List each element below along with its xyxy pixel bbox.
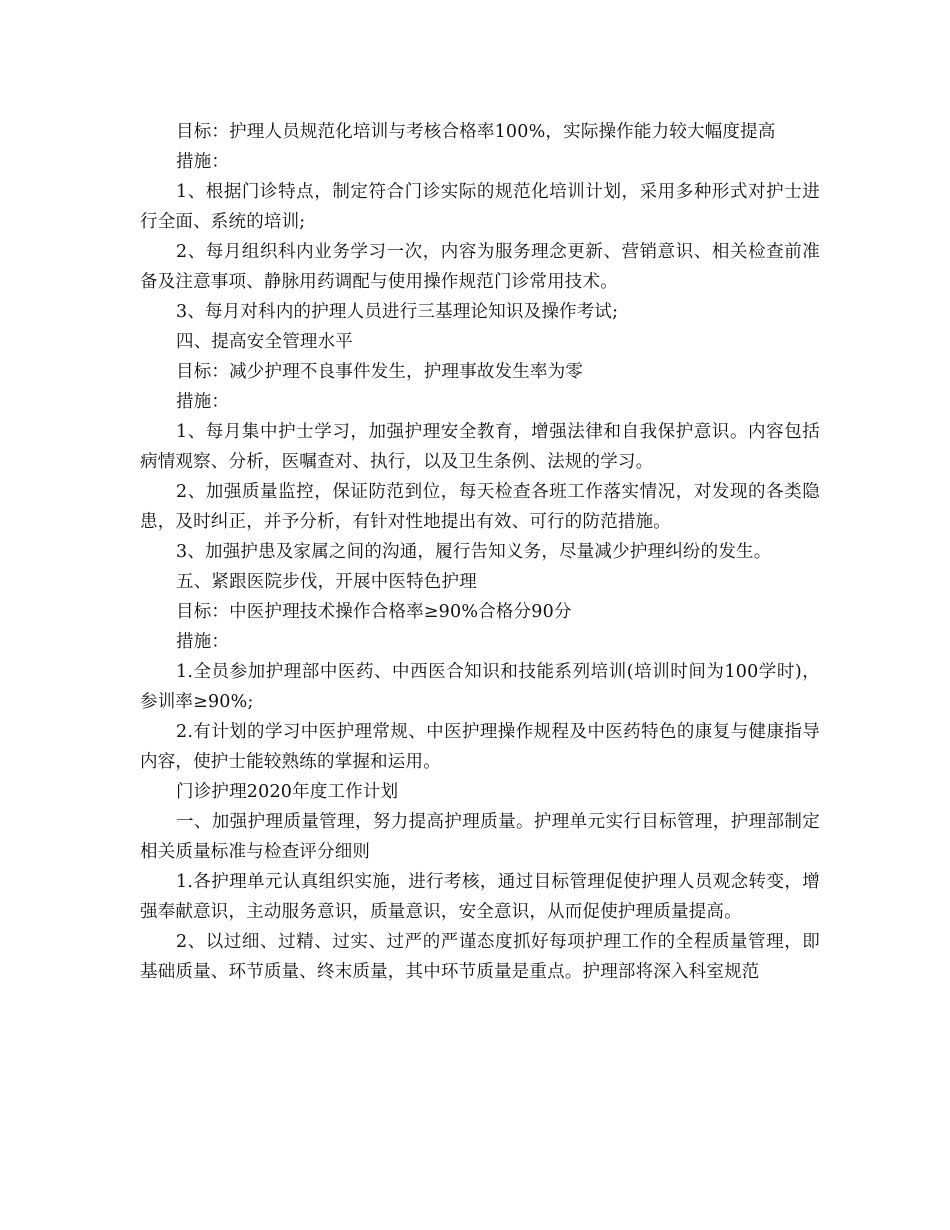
paragraph-20: 2、以过细、过精、过实、过严的严谨态度抓好每项护理工作的全程质量管理，即基础质量、环节质量、终末质量，其中环节质量是重点。护理部将深入科室规范 xyxy=(140,932,820,982)
paragraph-9: 1、每月集中护士学习，加强护理安全教育，增强法律和自我保护意识。内容包括病情观察、分析，医嘱查对、执行，以及卫生条例、法规的学习。 xyxy=(140,422,820,472)
paragraph-19: 1.各护理单元认真组织实施，进行考核，通过目标管理促使护理人员观念转变，增强奉献意识，主动服务意识，质量意识，安全意识，从而促使护理质量提高。 xyxy=(140,872,820,922)
paragraph-13: 目标：中医护理技术操作合格率≥90%合格分90分 xyxy=(176,602,572,622)
section-heading-5: 五、紧跟医院步伐，开展中医特色护理 xyxy=(176,572,477,592)
paragraph-7: 目标：减少护理不良事件发生，护理事故发生率为零 xyxy=(176,362,584,382)
paragraph-2: 措施： xyxy=(176,152,230,172)
document-body xyxy=(140,117,820,987)
paragraph-5: 3、每月对科内的护理人员进行三基理论知识及操作考试; xyxy=(176,302,619,322)
section-heading-4: 四、提高安全管理水平 xyxy=(176,332,353,352)
paragraph-14: 措施： xyxy=(176,632,230,652)
paragraph-16: 2.有计划的学习中医护理常规、中医护理操作规程及中医药特色的康复与健康指导内容，使护士能较熟练的掌握和运用。 xyxy=(140,722,820,772)
paragraph-4: 2、每月组织科内业务学习一次，内容为服务理念更新、营销意识、相关检查前准备及注意事项、静脉用药调配与使用操作规范门诊常用技术。 xyxy=(140,242,820,292)
paragraph-1: 目标：护理人员规范化培训与考核合格率100%，实际操作能力较大幅度提高 xyxy=(176,122,776,142)
paragraph-3: 1、根据门诊特点，制定符合门诊实际的规范化培训计划，采用多种形式对护士进行全面、系统的培训; xyxy=(140,182,820,232)
section-heading-1: 一、加强护理质量管理，努力提高护理质量。护理单元实行目标管理，护理部制定相关质量标准与检查评分细则 xyxy=(140,812,820,862)
paragraph-10: 2、加强质量监控，保证防范到位，每天检查各班工作落实情况，对发现的各类隐患，及时纠正，并予分析，有针对性地提出有效、可行的防范措施。 xyxy=(140,482,820,532)
paragraph-11: 3、加强护患及家属之间的沟通，履行告知义务，尽量减少护理纠纷的发生。 xyxy=(176,542,772,562)
paragraph-8: 措施： xyxy=(176,392,230,412)
paragraph-15: 1.全员参加护理部中医药、中西医合知识和技能系列培训(培训时间为100学时)，参训率≥90%; xyxy=(140,662,820,712)
document-title: 门诊护理2020年度工作计划 xyxy=(176,782,399,802)
